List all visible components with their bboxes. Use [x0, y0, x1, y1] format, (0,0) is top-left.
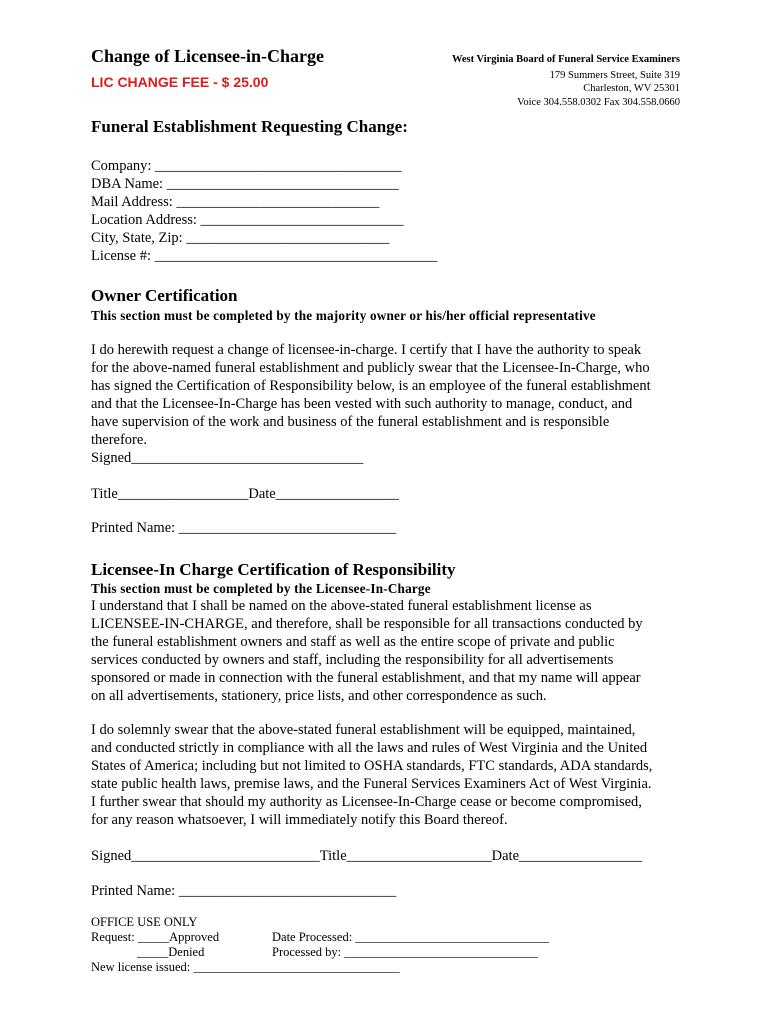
- office-processing-block: [272, 930, 549, 960]
- paragraph-line: I further swear that should my authority as Licensee-In-Charge cease or become compromised,: [91, 794, 642, 810]
- paragraph-line: and conducted strictly in compliance with all the laws and rules of West Virginia and the United: [91, 740, 648, 756]
- owner-printed-name-field[interactable]: Printed Name: ______________________________: [91, 520, 397, 536]
- owner-certification-heading: Owner Certification: [91, 286, 238, 305]
- paragraph-line: has signed the Certification of Responsibility below, is an employee of the funeral establishment: [91, 378, 651, 394]
- owner-signature-field[interactable]: Signed________________________________: [91, 450, 364, 466]
- lic-printed-name-field[interactable]: Printed Name: ______________________________: [91, 883, 397, 899]
- paragraph-line: on all advertisements, stationery, price lists, and other correspondence as such.: [91, 688, 547, 704]
- board-address-line1: 179 Summers Street, Suite 319: [549, 69, 680, 81]
- paragraph-line: I do solemnly swear that the above-stated funeral establishment will be equipped, maintained,: [91, 722, 636, 738]
- paragraph-line: LICENSEE-IN-CHARGE, and therefore, shall be responsible for all transactions conducted by: [91, 616, 643, 632]
- board-address-block: [452, 53, 680, 109]
- board-name: West Virginia Board of Funeral Service Examiners: [451, 54, 680, 65]
- processed-by-field[interactable]: Processed by: _______________________________: [272, 945, 538, 959]
- form-title: Change of Licensee-in-Charge: [91, 46, 324, 66]
- lic-signature-title-date-field[interactable]: Signed__________________________Title____________________Date_________________: [91, 848, 643, 864]
- paragraph-line: and that the Licensee-In-Charge has been vested with such authority to manage, conduct, and: [91, 396, 633, 412]
- establishment-heading: Funeral Establishment Requesting Change:: [91, 117, 408, 136]
- paragraph-line: I do herewith request a change of licensee-in-charge. I certify that I have the authority to speak: [91, 342, 642, 358]
- paragraph-line: therefore.: [91, 432, 147, 448]
- owner-title-date-field[interactable]: Title__________________Date_________________: [91, 486, 399, 502]
- fee-notice: LIC CHANGE FEE - $ 25.00: [91, 74, 269, 90]
- mail-address-field[interactable]: Mail Address: ____________________________: [91, 194, 380, 210]
- board-address-line2: Charleston, WV 25301: [583, 83, 680, 94]
- paragraph-line: States of America; including but not limited to OSHA standards, FTC standards, ADA standards,: [91, 758, 653, 774]
- board-contact: Voice 304.558.0302 Fax 304.558.0660: [517, 96, 680, 108]
- paragraph-line: sponsored or made in connection with the funeral establishment, and that my name will appear: [91, 670, 641, 686]
- paragraph-line: the funeral establishment owners and staff as well as the entire scope of private and public: [91, 634, 615, 650]
- establishment-fields: [91, 157, 437, 265]
- city-state-zip-field[interactable]: City, State, Zip: ____________________________: [91, 230, 390, 246]
- paragraph-line: I understand that I shall be named on the above-stated funeral establishment license as: [91, 598, 592, 614]
- request-approved-field[interactable]: Request: _____Approved: [91, 930, 220, 944]
- dba-name-field[interactable]: DBA Name: ________________________________: [91, 176, 399, 192]
- request-denied-field[interactable]: _____Denied: [137, 945, 205, 959]
- location-address-field[interactable]: Location Address: ____________________________: [91, 212, 404, 228]
- paragraph-line: services conducted by owners and staff, including the responsibility for all advertisements: [91, 652, 614, 668]
- new-license-issued-field[interactable]: New license issued: _________________________________: [91, 960, 400, 974]
- paragraph-line: state public health laws, premise laws, and the Funeral Services Examiners Act of West Virginia.: [91, 776, 652, 792]
- lic-paragraph-2: [91, 721, 691, 829]
- owner-certification-paragraph: [91, 341, 691, 467]
- office-use-heading: OFFICE USE ONLY: [91, 915, 198, 929]
- paragraph-line: for any reason whatsoever, I will immediately notify this Board thereof.: [91, 812, 508, 828]
- company-field[interactable]: Company: __________________________________: [91, 158, 402, 174]
- lic-certification-subheading: This section must be completed by the Licensee-In-Charge: [91, 581, 431, 596]
- license-number-field[interactable]: License #: _______________________________________: [91, 248, 438, 264]
- lic-paragraph-1: [91, 597, 691, 705]
- paragraph-line: have supervision of the work and business of the funeral establishment and is responsible: [91, 414, 610, 430]
- paragraph-line: for the above-named funeral establishment and publicly swear that the Licensee-In-Charge, who: [91, 360, 650, 376]
- date-processed-field[interactable]: Date Processed: _______________________________: [272, 930, 550, 944]
- owner-certification-subheading: This section must be completed by the majority owner or his/her official representative: [91, 308, 596, 323]
- lic-certification-heading: Licensee-In Charge Certification of Responsibility: [91, 560, 456, 579]
